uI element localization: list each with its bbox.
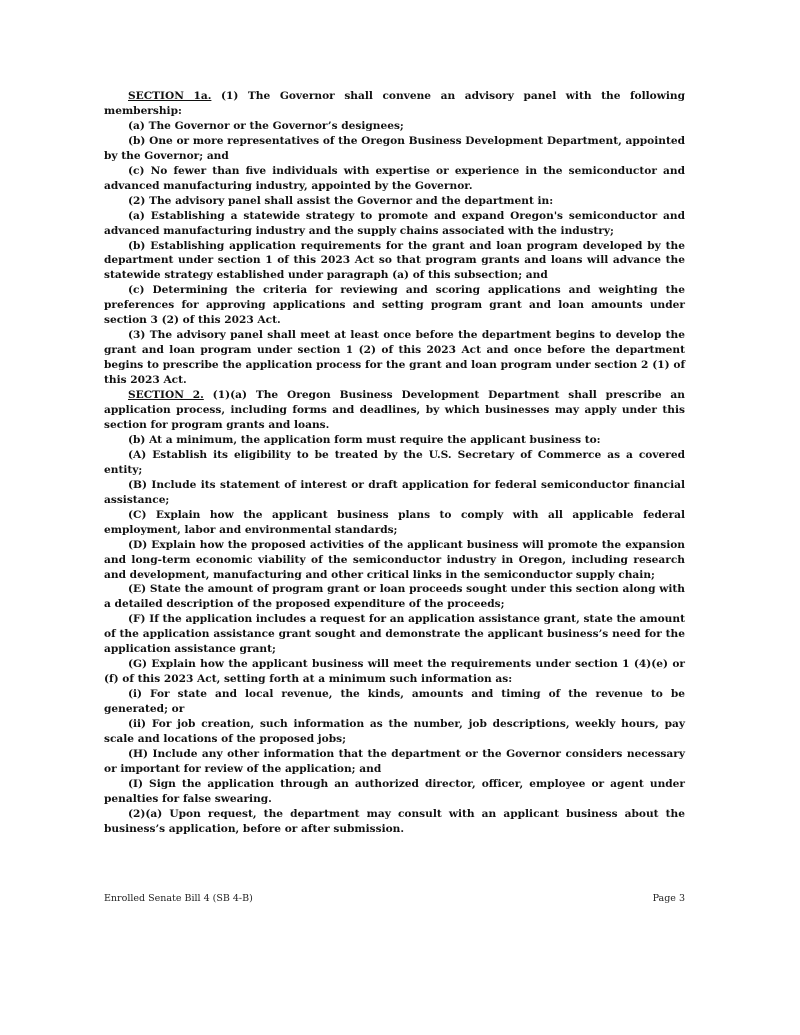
paragraph: (G) Explain how the applicant business will meet the requirements under section 1 (4)(e) or (f) of this 2023 Act, setting forth at a minimum such information as: (104, 658, 685, 686)
paragraph: (b) One or more representatives of the Oregon Business Development Department, appointed by the Governor; and (104, 134, 685, 162)
paragraph (104, 89, 685, 119)
paragraph: (b) Establishing application requirements for the grant and loan program developed by the department under section 1 of this 2023 Act so that program grants and loans will advance the statewide strategy established under paragraph (a) of this subsection; and (104, 239, 685, 282)
paragraph-text: (1) The Governor shall convene an advisory panel with the following membership: (104, 90, 685, 117)
paragraph: (b) At a minimum, the application form must require the applicant business to: (128, 433, 601, 446)
footer-page-number: Page 3 (652, 893, 685, 904)
paragraph: (B) Include its statement of interest or draft application for federal semiconductor financial assistance; (104, 478, 685, 506)
paragraph: (D) Explain how the proposed activities of the applicant business will promote the expansion and long-term economic viability of the semiconductor industry in Oregon, including research and development, manufacturing and other critical links in the semiconductor supply chain; (104, 538, 685, 581)
paragraph: (H) Include any other information that the department or the Governor considers necessary or important for review of the application; and (104, 747, 685, 775)
paragraph: (2)(a) Upon request, the department may consult with an applicant business about the business’s application, before or after submission. (104, 807, 685, 835)
paragraph: (ii) For job creation, such information as the number, job descriptions, weekly hours, pay scale and locations of the proposed jobs; (104, 718, 685, 745)
paragraph: (c) Determining the criteria for reviewing and scoring applications and weighting the preferences for approving applications and setting program grant and loan amounts under section 3 (2) of this 2023 Act. (104, 284, 685, 327)
paragraph: (2) The advisory panel shall assist the Governor and the department in: (128, 194, 554, 207)
paragraph: (F) If the application includes a request for an application assistance grant, state the amount of the application assistance grant sought and demonstrate the applicant business’s need for the application assistance grant; (104, 613, 685, 656)
paragraph: (a) Establishing a statewide strategy to promote and expand Oregon's semiconductor and advanced manufacturing industry and the supply chains associated with the industry; (104, 209, 685, 237)
section-heading: SECTION 1a. (128, 90, 212, 102)
paragraph: (A) Establish its eligibility to be treated by the U.S. Secretary of Commerce as a covered entity; (104, 448, 685, 476)
paragraph (104, 388, 685, 433)
paragraph: (i) For state and local revenue, the kinds, amounts and timing of the revenue to be generated; or (104, 688, 685, 716)
paragraph: (a) The Governor or the Governor’s designees; (128, 119, 404, 132)
section-heading: SECTION 2. (128, 389, 204, 402)
paragraph: (c) No fewer than five individuals with expertise or experience in the semiconductor and advanced manufacturing industry, appointed by the Governor. (104, 164, 685, 192)
paragraph-text: (1)(a) The Oregon Business Development Department shall prescribe an application process, including forms and deadlines, by which businesses may apply under this section for program grants and loans. (104, 389, 686, 431)
paragraph: (I) Sign the application through an authorized director, officer, employee or agent under penalties for false swearing. (104, 777, 685, 805)
paragraph: (E) State the amount of program grant or loan proceeds sought under this section along with a detailed description of the proposed expenditure of the proceeds; (104, 583, 685, 611)
footer-bill-name: Enrolled Senate Bill 4 (SB 4-B) (104, 893, 253, 904)
paragraph: (C) Explain how the applicant business plans to comply with all applicable federal employment, labor and environmental standards; (104, 508, 685, 536)
page-footer (104, 893, 685, 904)
paragraph: (3) The advisory panel shall meet at least once before the department begins to develop the grant and loan program under section 1 (2) of this 2023 Act and once before the department begins to prescribe the application process for the grant and loan program under section 2 (1) of this 2023 Act. (104, 329, 685, 387)
document-body (104, 89, 685, 837)
